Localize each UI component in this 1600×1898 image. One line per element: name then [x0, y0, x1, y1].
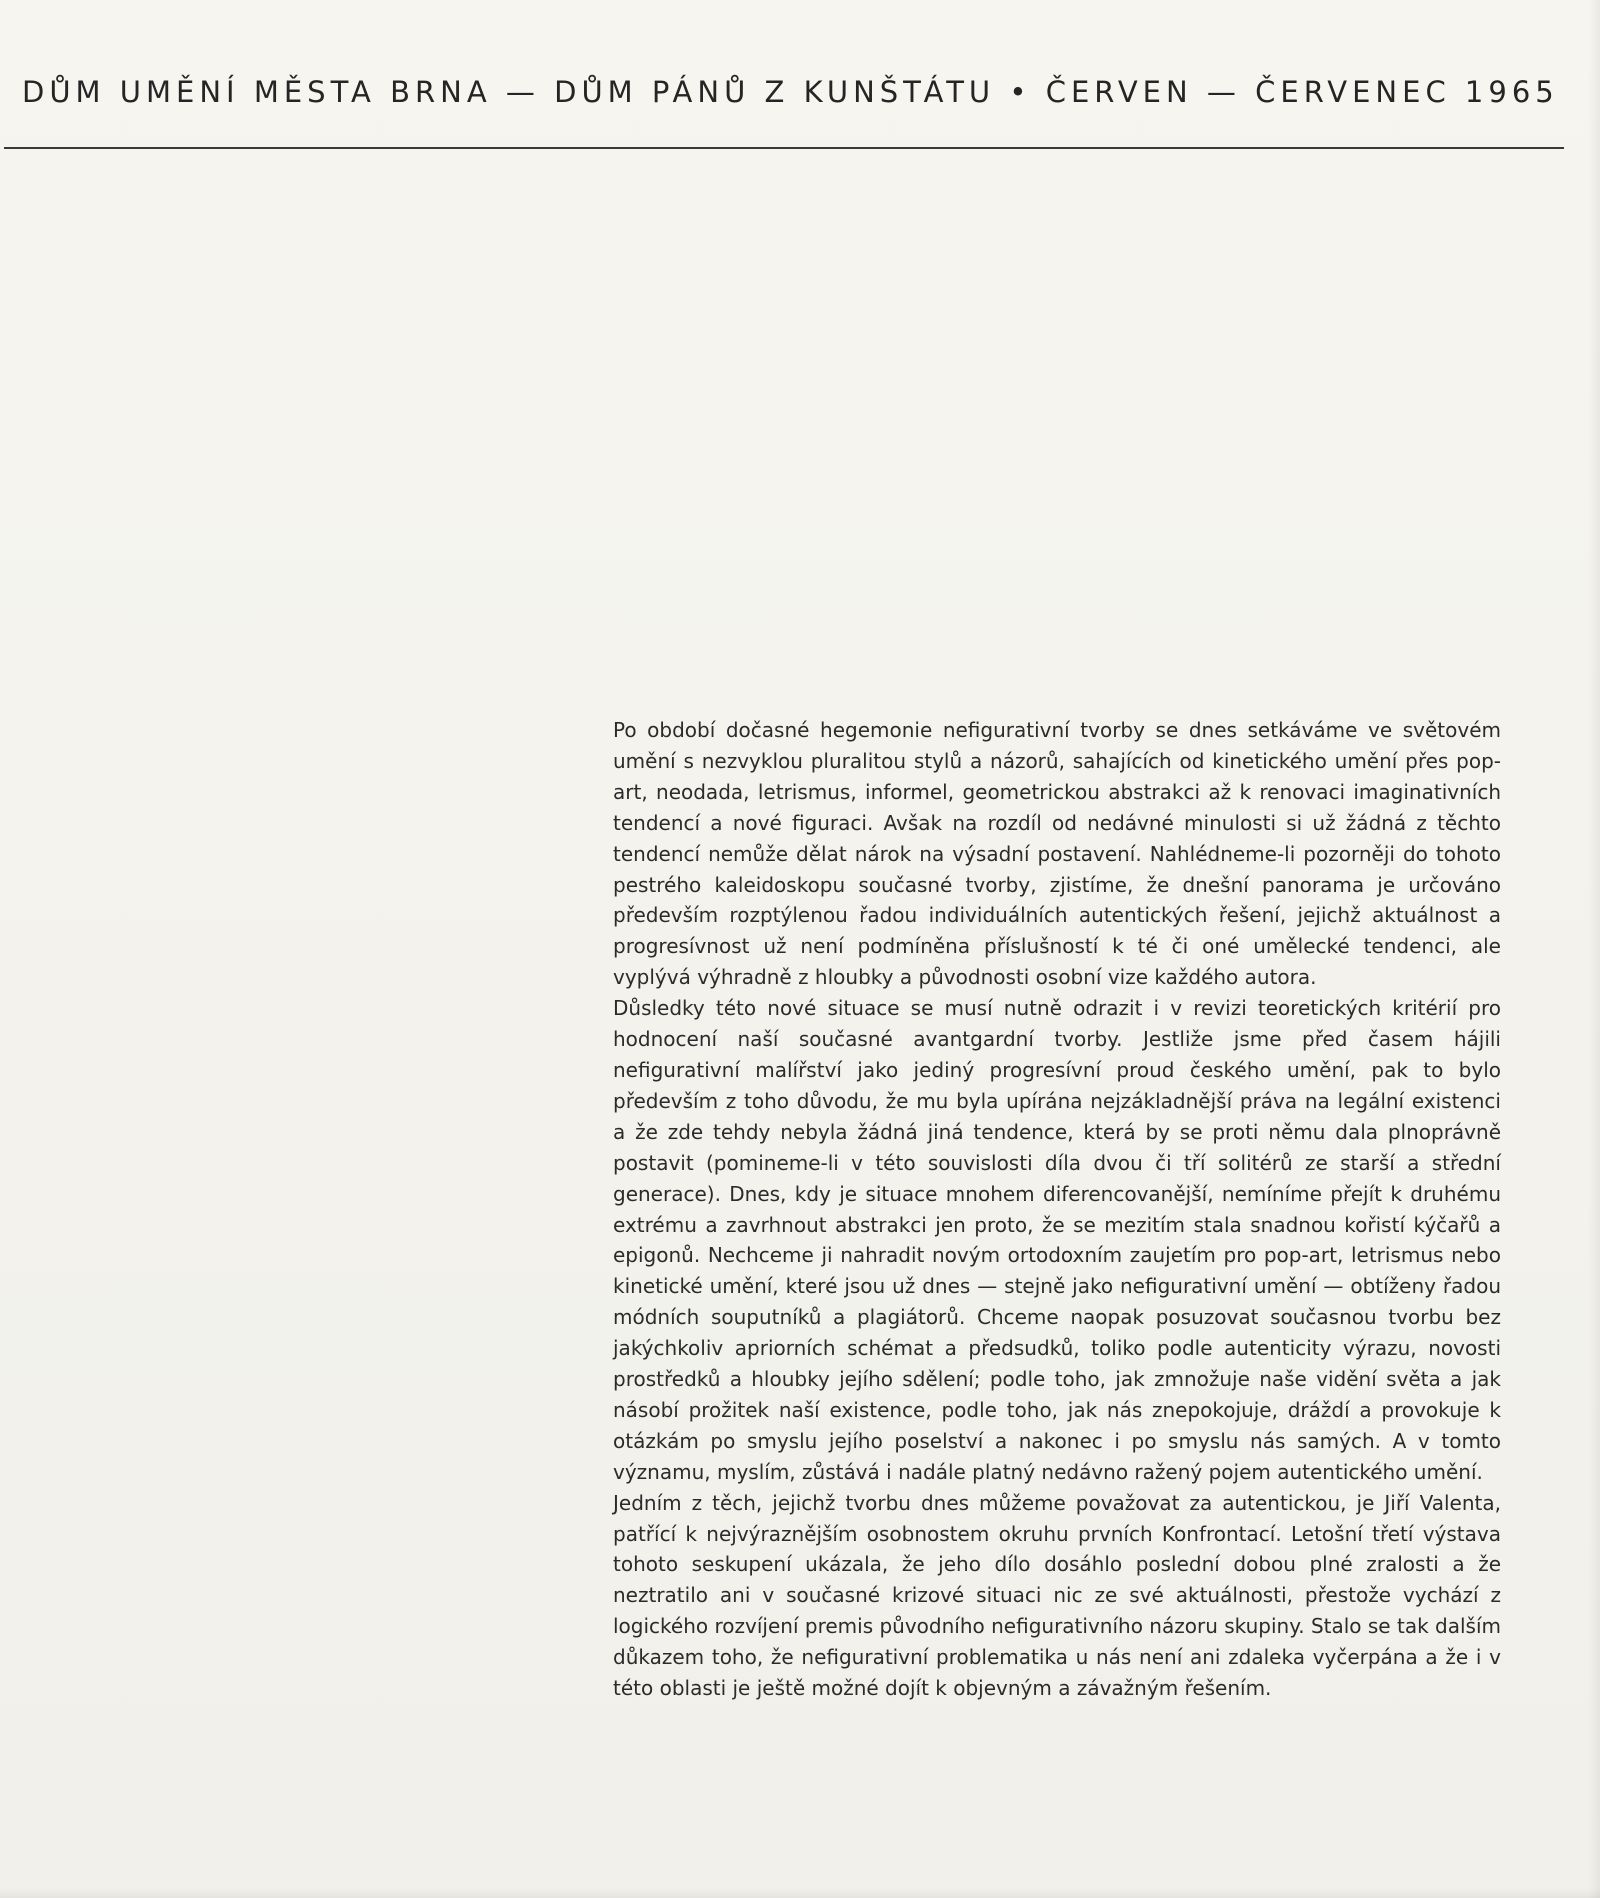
paragraph-2: Důsledky této nové situace se musí nutně odrazit i v revizi teoretických kritérií pro hodnocení naší současné avantgardní tvorby. Jestliže jsme před časem hájili nefigurativní malířství jako jediný progresívní proud českého umění, pak to bylo především z toho důvodu, že mu byla upírána nejzákladnější práva na legální existenci a že zde tehdy nebyla žádná jiná tendence, která by se proti němu dala plnoprávně postavit (pomineme-li v této souvislosti díla dvou či tří solitérů ze starší a střední generace). Dnes, kdy je situace mnohem diferencovanější, nemíníme přejít k druhému extrému a zavrhnout abstrakci jen proto, že se mezitím stala snadnou kořistí kýčařů a epigonů. Nechceme ji nahradit novým ortodoxním zaujetím pro pop-art, letrismus nebo kinetické umění, které jsou už dnes — stejně jako nefigurativní umění — obtíženy řadou módních souputníků a plagiátorů. Chceme naopak posuzovat současnou tvorbu bez jakýchkoliv apriorních schémat a předsudků, toliko podle autenticity výrazu, novosti prostředků a hloubky jejího sdělení; podle toho, jak zmnožuje naše vidění světa a jak násobí prožitek naší existence, podle toho, jak nás znepokojuje, dráždí a provokuje k otázkám po smyslu jejího poselství a nakonec i po smyslu nás samých. A v tomto významu, myslím, zůstává i nadále platný nedávno ražený pojem autentického umění. — [613, 996, 1501, 1484]
page-edge-shadow — [1588, 0, 1600, 1898]
header-divider — [4, 147, 1564, 149]
page-bottom-shadow — [0, 1888, 1600, 1898]
paragraph-1: Po období dočasné hegemonie nefigurativní tvorby se dnes setkáváme ve světovém umění s nezvyklou pluralitou stylů a názorů, sahajících od kinetického umění přes pop-art, neodada, letrismus, informel, geometrickou abstrakci až k renovaci imaginativních tendencí a nové figuraci. Avšak na rozdíl od nedávné minulosti si už žádná z těchto tendencí nemůže dělat nárok na výsadní postavení. Nahlédneme-li pozorněji do tohoto pestrého kaleidoskopu současné tvorby, zjistíme, že dnešní panorama je určováno především rozptýlenou řadou individuálních autentických řešení, jejichž aktuálnost a progresívnost už není podmíněna příslušností k té či oné umělecké tendenci, ale vyplývá výhradně z hloubky a původnosti osobní vize každého autora. — [613, 718, 1501, 990]
paragraph-3: Jedním z těch, jejichž tvorbu dnes můžeme považovat za autentickou, je Jiří Valenta, patřící k nejvýraznějším osobnostem okruhu prvních Konfrontací. Letošní třetí výstava tohoto seskupení ukázala, že jeho dílo dosáhlo poslední dobou plné zralosti a že neztratilo ani v současné krizové situaci nic ze své aktuálnosti, přestože vychází z logického rozvíjení premis původního nefigurativního názoru skupiny. Stalo se tak dalším důkazem toho, že nefigurativní problematika u nás není ani zdaleka vyčerpána a že i v této oblasti je ještě možné dojít k objevným a závažným řešením. — [613, 1490, 1501, 1701]
header-title: DŮM UMĚNÍ MĚSTA BRNA — DŮM PÁNŮ Z KUNŠTÁTU • ČERVEN — ČERVENEC 1965 — [22, 75, 1559, 109]
body-text — [613, 715, 1501, 1704]
